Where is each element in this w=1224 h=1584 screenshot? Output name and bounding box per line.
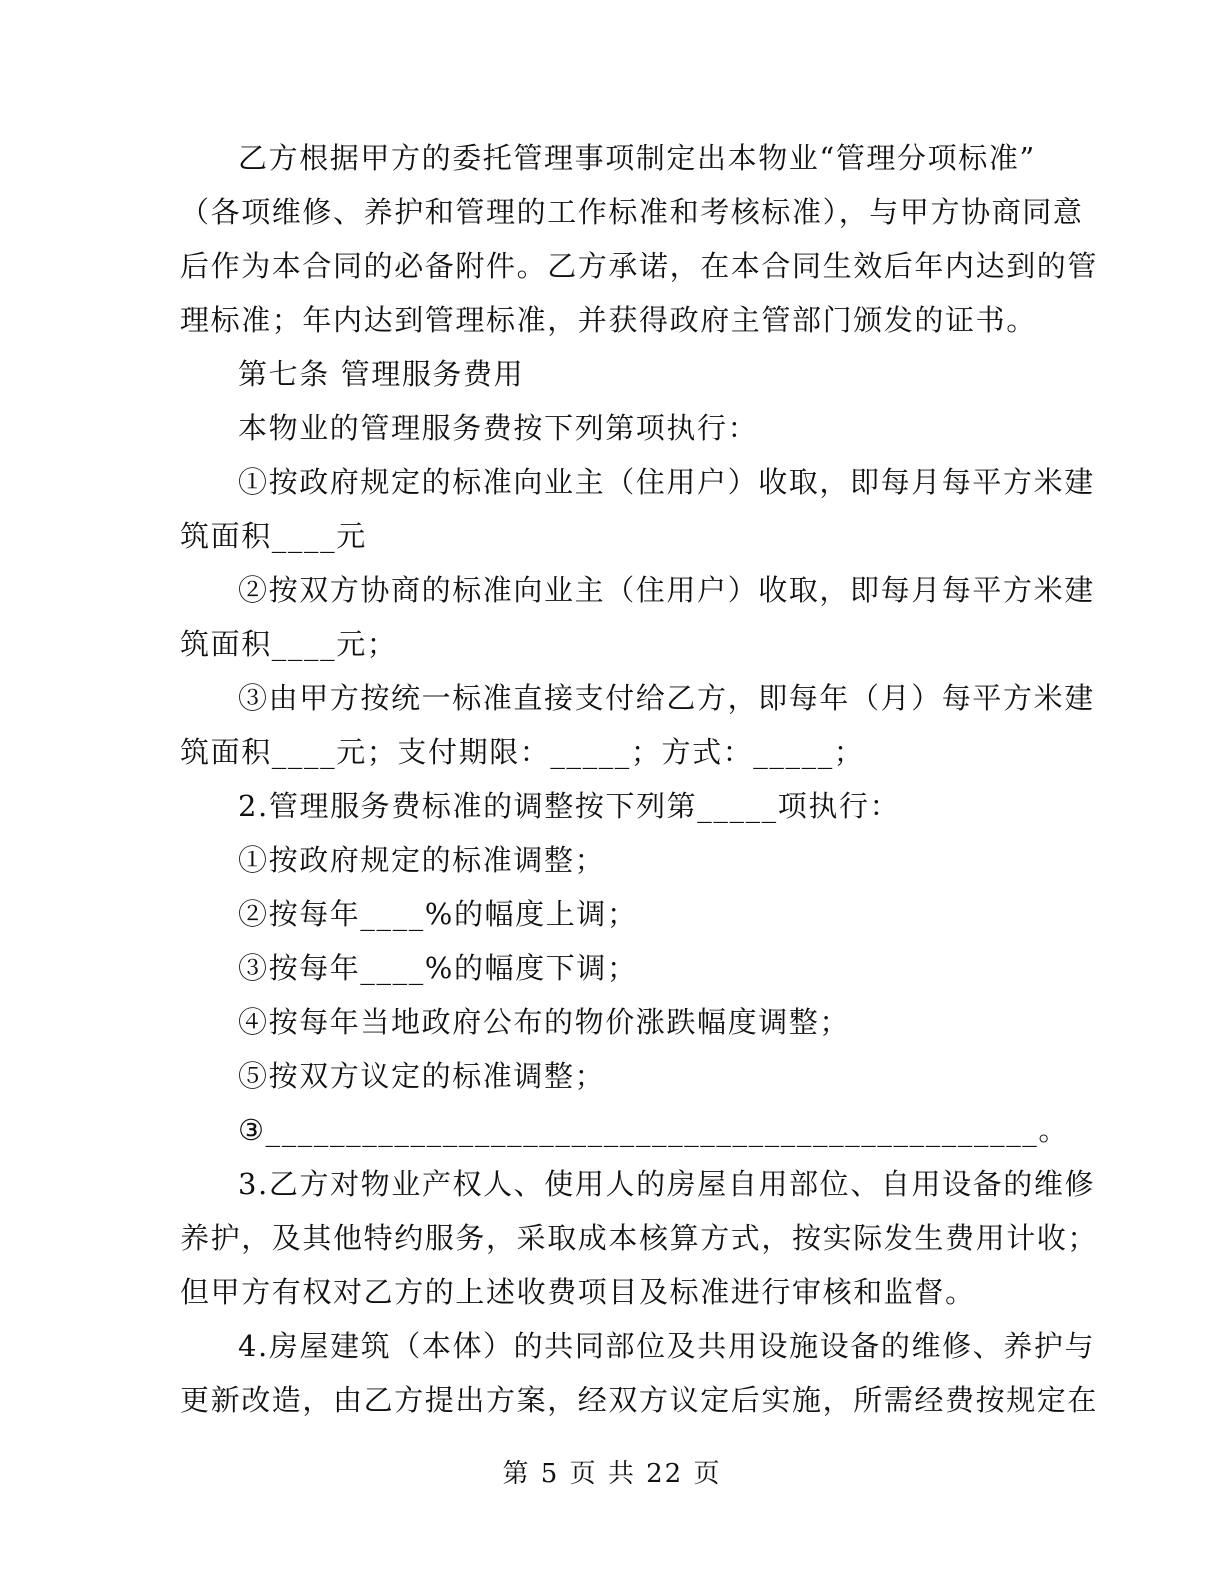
page-number: 第 5 页 共 22 页 <box>502 1459 722 1489</box>
list-item: ③按每年____%的幅度下调； <box>238 951 638 985</box>
paragraph-line: 但甲方有权对乙方的上述收费项目及标准进行审核和监督。 <box>180 1275 976 1309</box>
section-heading: 第七条 管理服务费用 <box>238 357 525 391</box>
paragraph-line: 本物业的管理服务费按下列第项执行： <box>238 411 759 445</box>
list-item: ⑤按双方议定的标准调整； <box>238 1059 606 1093</box>
paragraph-line: 3.乙方对物业产权人、使用人的房屋自用部位、自用设备的维修 <box>238 1167 1096 1201</box>
list-item: ②按每年____%的幅度上调； <box>238 897 638 931</box>
paragraph-line: 理标准；年内达到管理标准，并获得政府主管部门颁发的证书。 <box>180 303 1037 337</box>
list-item: ③________________________________________________。 <box>238 1113 1069 1147</box>
paragraph-line: ②按双方协商的标准向业主（住用户）收取，即每月每平方米建 <box>238 573 1095 607</box>
list-item: ④按每年当地政府公布的物价涨跌幅度调整； <box>238 1005 851 1039</box>
paragraph-line: （各项维修、养护和管理的工作标准和考核标准），与甲方协商同意 <box>180 195 1084 229</box>
list-item: ①按政府规定的标准调整； <box>238 843 606 877</box>
paragraph-line: 乙方根据甲方的委托管理事项制定出本物业“管理分项标准” <box>238 141 1036 175</box>
paragraph-line: 2.管理服务费标准的调整按下列第_____项执行： <box>238 789 901 823</box>
paragraph-line: 筑面积____元；支付期限：_____；方式：_____； <box>180 735 865 769</box>
paragraph-line: 后作为本合同的必备附件。乙方承诺，在本合同生效后年内达到的管 <box>180 249 1099 283</box>
paragraph-line: 更新改造，由乙方提出方案，经双方议定后实施，所需经费按规定在 <box>180 1383 1099 1417</box>
paragraph-line: 筑面积____元 <box>180 519 367 553</box>
paragraph-line: ③由甲方按统一标准直接支付给乙方，即每年（月）每平方米建 <box>238 681 1095 715</box>
paragraph-line: 4.房屋建筑（本体）的共同部位及共用设施设备的维修、养护与 <box>238 1329 1096 1363</box>
paragraph-line: ①按政府规定的标准向业主（住用户）收取，即每月每平方米建 <box>238 465 1095 499</box>
paragraph-line: 养护，及其他特约服务，采取成本核算方式，按实际发生费用计收； <box>180 1221 1099 1255</box>
paragraph-line: 筑面积____元； <box>180 627 398 661</box>
